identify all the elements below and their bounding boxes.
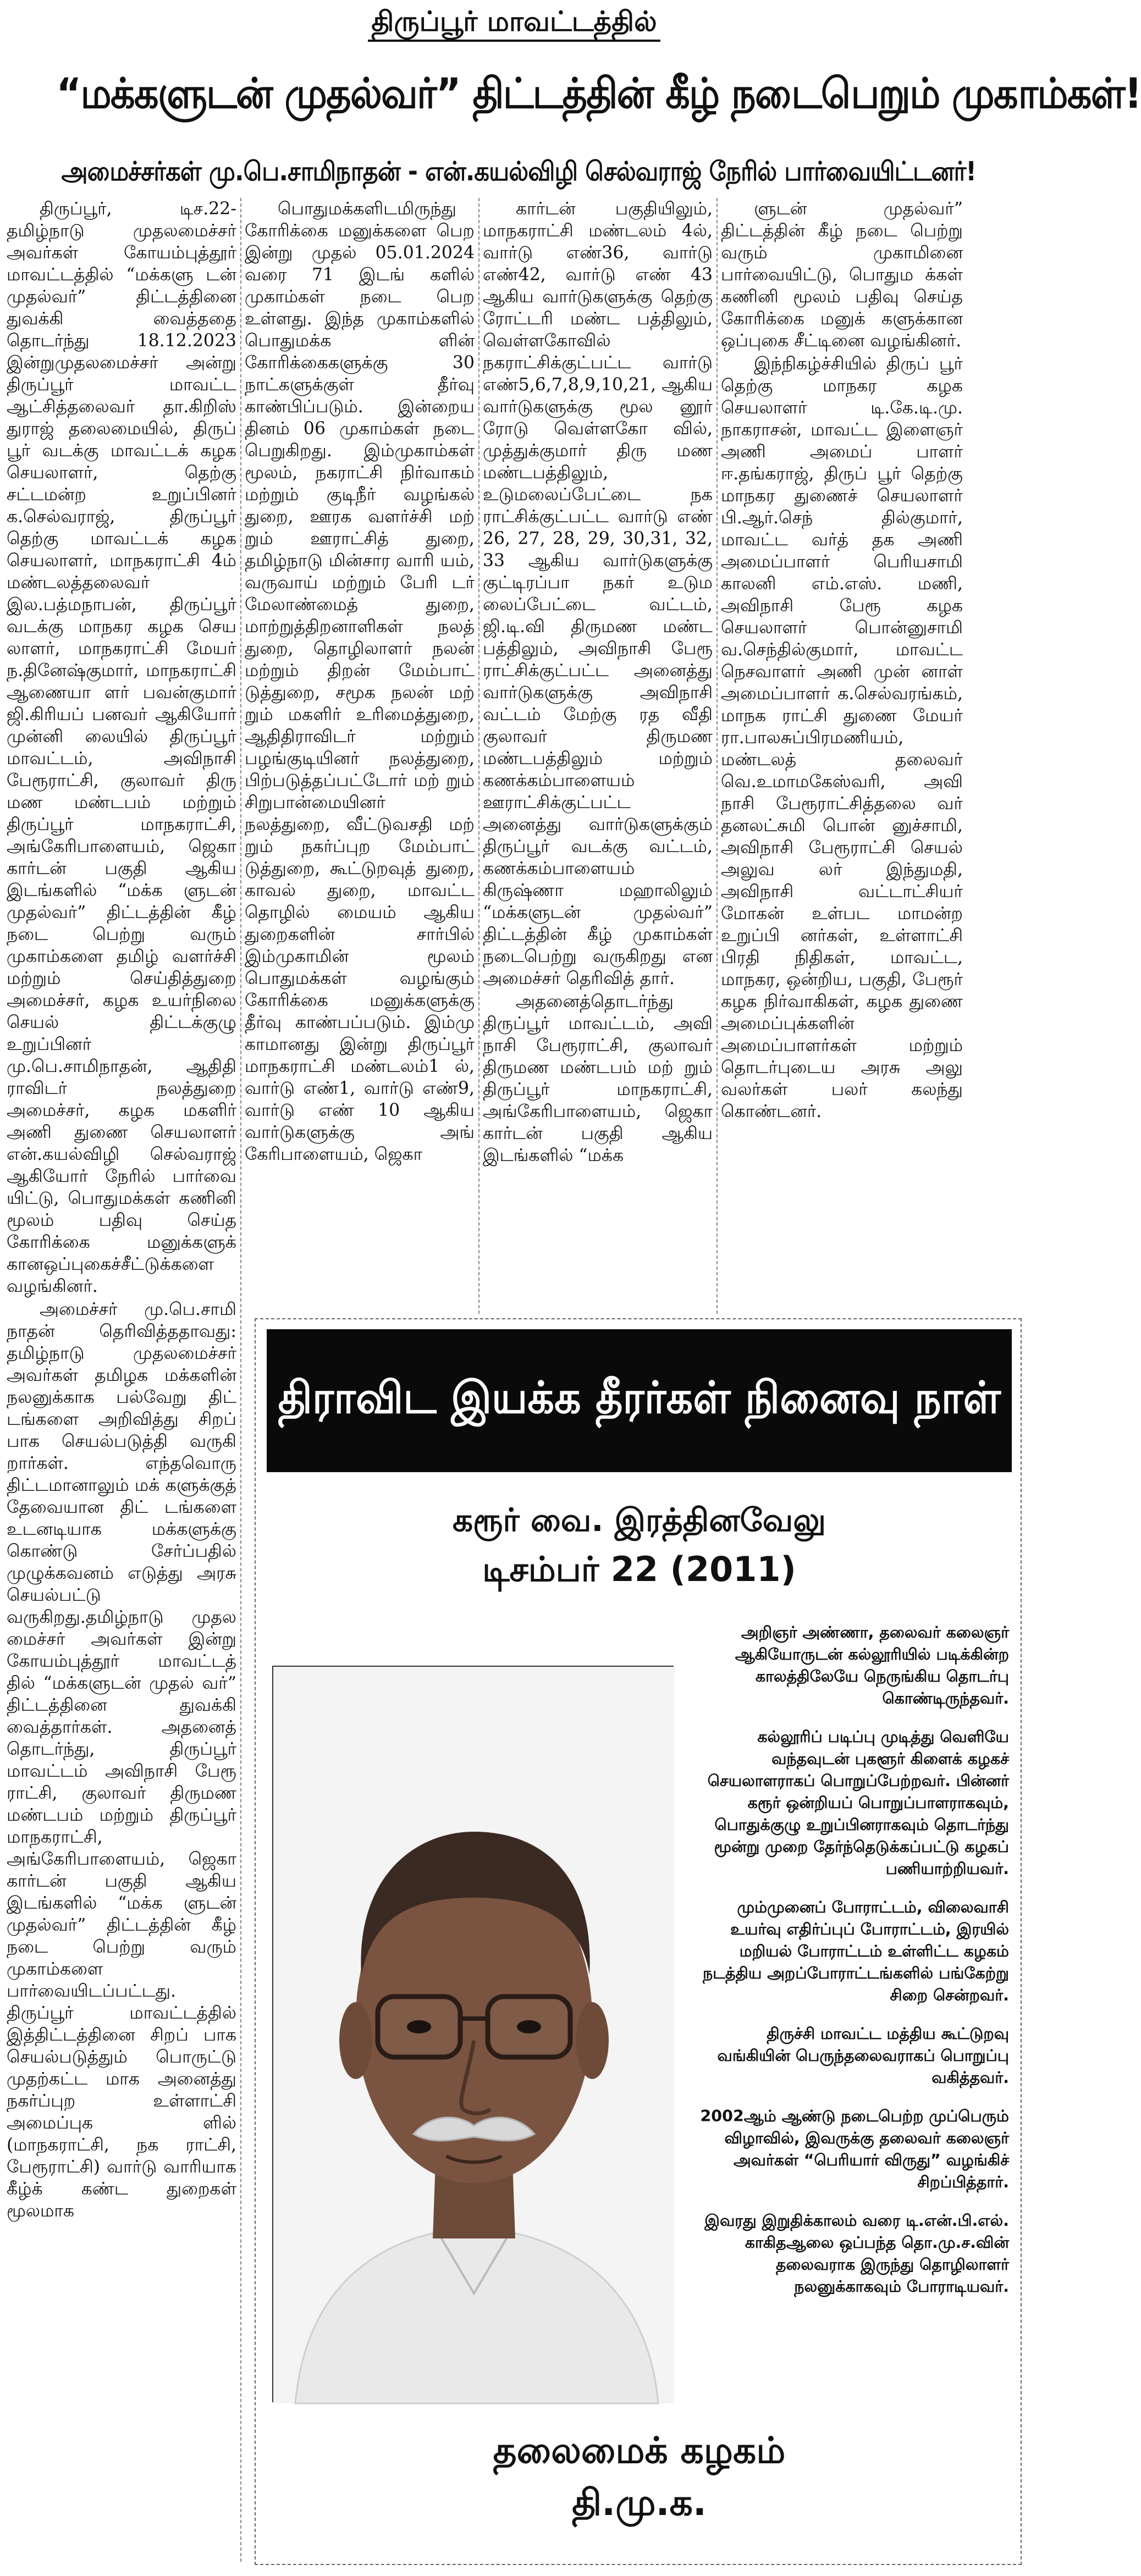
bio-paragraph: அறிஞர் அண்ணா, தலைவர் கலைஞர் ஆகியோருடன் கல்லூரியில் படிக்கின்ற காலத்திலேயே நெருங்கிய தொடர்பு கொண்டிருந்தவர். xyxy=(735,1623,1009,1707)
column-divider xyxy=(478,198,479,1314)
kicker xyxy=(0,5,1028,41)
memorial-date: டிசம்பர் 22 (2011) xyxy=(482,1549,796,1589)
memorial-banner-title: திராவிட இயக்க தீரர்கள் நினைவு நாள் xyxy=(278,1372,1001,1423)
article-column-1 xyxy=(7,198,236,2562)
article-paragraph: திருப்பூர், டிச.22- தமிழ்நாடு முதலமைச்சர் அவர்கள் கோயம்புத்தூர் மாவட்டத்தில் “மக்களு டன் முதல்வர்” திட்டத்தினை துவக்கி வைத்ததை தொடர்ந்து 18.12.2023 இன்றுமுதலமைச்சர் அன்று திருப்பூர் மாவட்ட ஆட்சித்தலைவர் தா.கிறிஸ் துராஜ் தலைமையில், திருப் பூர் வடக்கு மாவட்டக் கழக செயலாளர், தெற்கு சட்டமன்ற உறுப்பினர் க.செல்வராஜ், திருப்பூர் தெற்கு மாவட்டக் கழக செயலாளர், மாநகராட்சி 4ம் மண்டலத்தலைவர் இல.பத்மநாபன், திருப்பூர் வடக்கு மாநகர கழக செய லாளர், மாநகராட்சி மேயர் ந.தினேஷ்குமார், மாநகராட்சி ஆணையா ளர் பவன்குமார் ஜி.கிரியப் பனவர் ஆகியோர் முன்னி லையில் திருப்பூர் மாவட்டம், அவிநாசி பேரூராட்சி, குலாவர் திரு மண மண்டபம் மற்றும் திருப்பூர் மாநகராட்சி, அங்கேரிபாளையம், ஜெகா கார்டன் பகுதி ஆகிய இடங்களில் “மக்க ளுடன் முதல்வர்” திட்டத்தின் கீழ் நடை பெற்று வரும் முகாம்களை தமிழ் வளர்ச்சி மற்றும் செய்தித்துறை அமைச்சர், கழக உயர்நிலை செயல் திட்டக்குழு உறுப்பினர் மு.பெ.சாமிநாதன், ஆதிதி ராவிடர் நலத்துறை அமைச்சர், கழக மகளிர் அணி துணை செயலாளர் என்.கயல்விழி செல்வராஜ் ஆகியோர் நேரில் பார்வை யிட்டு, பொதுமக்கள் கணினி மூலம் பதிவு செய்த கோரிக்கை மனுக்களுக் கானஒப்புகைச்சீட்டுக்களை வழங்கினர். xyxy=(7,199,236,1296)
signature-line-party: தி.மு.க. xyxy=(572,2481,707,2524)
article-paragraph: ளுடன் முதல்வர்” திட்டத்தின் கீழ் நடை பெற்று வரும் முகாமினை பார்வையிட்டு, பொதும க்கள் கணினி மூலம் பதிவு செய்த கோரிக்கை மனுக் களுக்கான ஒப்புகை சீட்டினை வழங்கினர். xyxy=(721,199,963,351)
bio-paragraph: திருச்சி மாவட்ட மத்திய கூட்டுறவு வங்கியின் பெருந்தலைவராகப் பொறுப்பு வகித்தவர். xyxy=(717,2025,1009,2087)
article-column-3 xyxy=(483,198,713,1317)
memorial-banner xyxy=(267,1329,1012,1472)
bio-paragraph: மும்முனைப் போராட்டம், விலைவாசி உயர்வு எதிர்ப்புப் போராட்டம், இரயில் மறியல் போராட்டம் உள்ளிட்ட கழகம் நடத்திய அறப்போராட்டங்களில் பங்கேற்று சிறை சென்றவர். xyxy=(703,1898,1009,2004)
portrait-illustration xyxy=(273,1667,675,2403)
article-column-4 xyxy=(721,198,963,1317)
article-paragraph: இந்நிகழ்ச்சியில் திருப் பூர் தெற்கு மாநகர கழக செயலாளர் டி.கே.டி.மு. நாகராசன், மாவட்ட இளைஞர் அணி அமைப் பாளர் ஈ.தங்கராஜ், திருப் பூர் தெற்கு மாநகர துணைச் செயலாளர் பி.ஆர்.செந் தில்குமார், மாவட்ட வர்த் தக அணி அமைப்பாளர் பெரியசாமி காலனி எம்.எஸ். மணி, அவிநாசி பேரூ கழக செயலாளர் பொன்னுசாமி வ.செந்தில்குமார், மாவட்ட நெசவாளர் அணி முன் னாள் அமைப்பாளர் க.செல்வரங்கம், மாநக ராட்சி துணை மேயர் ரா.பாலசுப்பிரமணியம், மண்டலத் தலைவர் வெ.உமாமகேஸ்வரி, அவி நாசி பேரூராட்சித்தலை வர் தனலட்சுமி பொன் னுச்சாமி, அவிநாசி பேரூராட்சி செயல் அலுவ லர் இந்துமதி, அவிநாசி வட்டாட்சியர் மோகன் உள்பட மாமன்ற உறுப்பி னர்கள், உள்ளாட்சி பிரதி நிதிகள், மாவட்ட, மாநகர, ஒன்றிய, பகுதி, பேரூர் கழக நிர்வாகிகள், கழக துணை அமைப்புக்களின் அமைப்பாளர்கள் மற்றும் தொடர்புடைய அரசு அலு வலர்கள் பலர் கலந்து கொண்டனர். xyxy=(721,354,963,1121)
bio-paragraph: கல்லூரிப் படிப்பு முடித்து வெளியே வந்தவுடன் புகளூர் கிளைக் கழகச் செயலாளராகப் பொறுப்பேற்றவர். பின்னர் கரூர் ஒன்றியப் பொறுப்பாளராகவும், பொதுக்குழு உறுப்பினராகவும் தொடர்ந்து மூன்று முறை தேர்ந்தெடுக்கப்பட்டு கழகப் பணியாற்றியவர். xyxy=(707,1728,1009,1878)
bio-paragraph: இவரது இறுதிக்காலம் வரை டி.என்.பி.எல். காகிதஆலை ஒப்பந்த தொ.மு.ச.வின் தலைவராக இருந்து தொழிலாளர் நலனுக்காகவும் போராடியவர். xyxy=(704,2212,1009,2296)
article-column-2 xyxy=(245,198,475,1317)
article-paragraph: கார்டன் பகுதியிலும், மாநகராட்சி மண்டலம் 4ல், வார்டு எண்36, வார்டு எண்42, வார்டு எண் 43 ஆகிய வார்டுகளுக்கு தெற்கு ரோட்டரி மண்ட பத்திலும், வெள்ளகோவில் நகராட்சிக்குட்பட்ட வார்டு எண்5,6,7,8,9,10,21, ஆகிய வார்டுகளுக்கு மூல னூர் ரோடு வெள்ளகோ வில், முத்துக்குமார் திரு மண மண்டபத்திலும், உடுமலைப்பேட்டை நக ராட்சிக்குட்பட்ட வார்டு எண் 26, 27, 28, 29, 30,31, 32, 33 ஆகிய வார்டுகளுக்கு குட்டிரப்பா நகர் உடும லைப்பேட்டை வட்டம், ஜி.டி.வி திருமண மண்ட பத்திலும், அவிநாசி பேரூ ராட்சிக்குட்பட்ட அனைத்து வார்டுகளுக்கு அவிநாசி வட்டம் மேற்கு ரத வீதி குலாவர் திருமண மண்டபத்திலும் மற்றும் கணக்கம்பாளையம் ஊராட்சிக்குட்பட்ட அனைத்து வார்டுகளுக்கும் திருப்பூர் வடக்கு வட்டம், கணக்கம்பாளையம் கிருஷ்ணா மஹாலிலும் “மக்களுடன் முதல்வர்” திட்டத்தின் கீழ் முகாம்கள் நடைபெற்று வருகிறது என அமைச்சர் தெரிவித் தார். xyxy=(483,199,713,988)
memorial-advertisement xyxy=(255,1318,1022,2565)
memorial-biography xyxy=(696,1622,1009,2314)
article-paragraph: அமைச்சர் மு.பெ.சாமி நாதன் தெரிவித்ததாவது: தமிழ்நாடு முதலமைச்சர் அவர்கள் தமிழக மக்களின் நலனுக்காக பல்வேறு திட் டங்களை அறிவித்து சிறப் பாக செயல்படுத்தி வருகி றார்கள். எந்தவொரு திட்டமானாலும் மக் களுக்குத் தேவையான திட் டங்களை உடனடியாக மக்களுக்கு கொண்டு சேர்ப்பதில் முழுக்கவனம் எடுத்து அரசு செயல்பட்டு வருகிறது.தமிழ்நாடு முதல மைச்சர் அவர்கள் இன்று கோயம்புத்தூர் மாவட்டத் தில் “மக்களுடன் முதல் வர்” திட்டத்தினை துவக்கி வைத்தார்கள். அதனைத் தொடர்ந்து, திருப்பூர் மாவட்டம் அவிநாசி பேரூ ராட்சி, குலாவர் திருமண மண்டபம் மற்றும் திருப்பூர் மாநகராட்சி, அங்கேரிபாளையம், ஜெகா கார்டன் பகுதி ஆகிய இடங்களில் “மக்க ளுடன் முதல்வர்” திட்டத்தின் கீழ் நடை பெற்று வரும் முகாம்களை பார்வையிடப்பட்டது. திருப்பூர் மாவட்டத்தில் இத்திட்டத்தினை சிறப் பாக செயல்படுத்தும் பொருட்டு முதற்கட்ட மாக அனைத்து நகர்ப்புற உள்ளாட்சி அமைப்புக ளில் (மாநகராட்சி, நக ராட்சி, பேரூராட்சி) வார்டு வாரியாக கீழ்க் கண்ட துறைகள் மூலமாக xyxy=(7,1300,236,2221)
article-paragraph: அதனைத்தொடர்ந்து திருப்பூர் மாவட்டம், அவி நாசி பேரூராட்சி, குலாவர் திருமண மண்டபம் மற் றும் திருப்பூர் மாநகராட்சி, அங்கேரிபாளையம், ஜெகா கார்டன் பகுதி ஆகிய இடங்களில் “மக்க xyxy=(483,992,713,1165)
column-divider xyxy=(240,198,241,2562)
kicker-text: திருப்பூர் மாவட்டத்தில் xyxy=(368,5,660,42)
column-divider xyxy=(716,198,718,1314)
headline: “மக்களுடன் முதல்வர்” திட்டத்தின் கீழ் நடைபெறும் முகாம்கள்! xyxy=(56,69,1141,118)
bio-paragraph: 2002ஆம் ஆண்டு நடைபெற்ற முப்பெரும் விழாவில், இவருக்கு தலைவர் கலைஞர் அவர்கள் “பெரியார் விருது” வழங்கிச் சிறப்பித்தார். xyxy=(700,2107,1009,2191)
portrait-photo xyxy=(272,1666,674,2402)
subheadline: அமைச்சர்கள் மு.பெ.சாமிநாதன் - என்.கயல்விழி செல்வராஜ் நேரில் பார்வையிட்டனர்! xyxy=(61,156,977,187)
signature-line-headquarters: தலைமைக் கழகம் xyxy=(493,2429,786,2472)
article-paragraph: பொதுமக்களிடமிருந்து கோரிக்கை மனுக்களை பெற இன்று முதல் 05.01.2024 வரை 71 இடங் களில் முகாம்கள் நடை பெற உள்ளது. இந்த முகாம்களில் பொதுமக்க ளின் கோரிக்கைகளுக்கு 30 நாட்களுக்குள் தீர்வு காண்பிப்படும். இன்றைய தினம் 06 முகாம்கள் நடை பெறுகிறது. இம்முகாம்கள் மூலம், நகராட்சி நிர்வாகம் மற்றும் குடிநீர் வழங்கல் துறை, ஊரக வளர்ச்சி மற் றும் ஊராட்சித் துறை, தமிழ்நாடு மின்சார வாரி யம், வருவாய் மற்றும் பேரி டர் மேலாண்மைத் துறை, மாற்றுத்திறனாளிகள் நலத் துறை, தொழிலாளர் நலன் மற்றும் திறன் மேம்பாட் டுத்துறை, சமூக நலன் மற் றும் மகளிர் உரிமைத்துறை, ஆதிதிராவிடர் மற்றும் பழங்குடியினர் நலத்துறை, பிற்படுத்தப்பட்டோர் மற் றும் சிறுபான்மையினர் நலத்துறை, வீட்டுவசதி மற் றும் நகர்ப்புற மேம்பாட் டுத்துறை, கூட்டுறவுத் துறை, காவல் துறை, மாவட்ட தொழில் மையம் ஆகிய துறைகளின் சார்பில் இம்முகாமின் மூலம் பொதுமக்கள் வழங்கும் கோரிக்கை மனுக்களுக்கு தீர்வு காண்பப்படும். இம்மு காமானது இன்று திருப்பூர் மாநகராட்சி மண்டலம்1 ல், வார்டு எண்1, வார்டு எண்9, வார்டு எண் 10 ஆகிய வார்டுகளுக்கு அங் கேரிபாளையம், ஜெகா xyxy=(245,199,475,1164)
memorial-person-name: கரூர் வை. இரத்தினவேலு xyxy=(453,1501,826,1539)
memorial-signature xyxy=(267,2424,1012,2529)
